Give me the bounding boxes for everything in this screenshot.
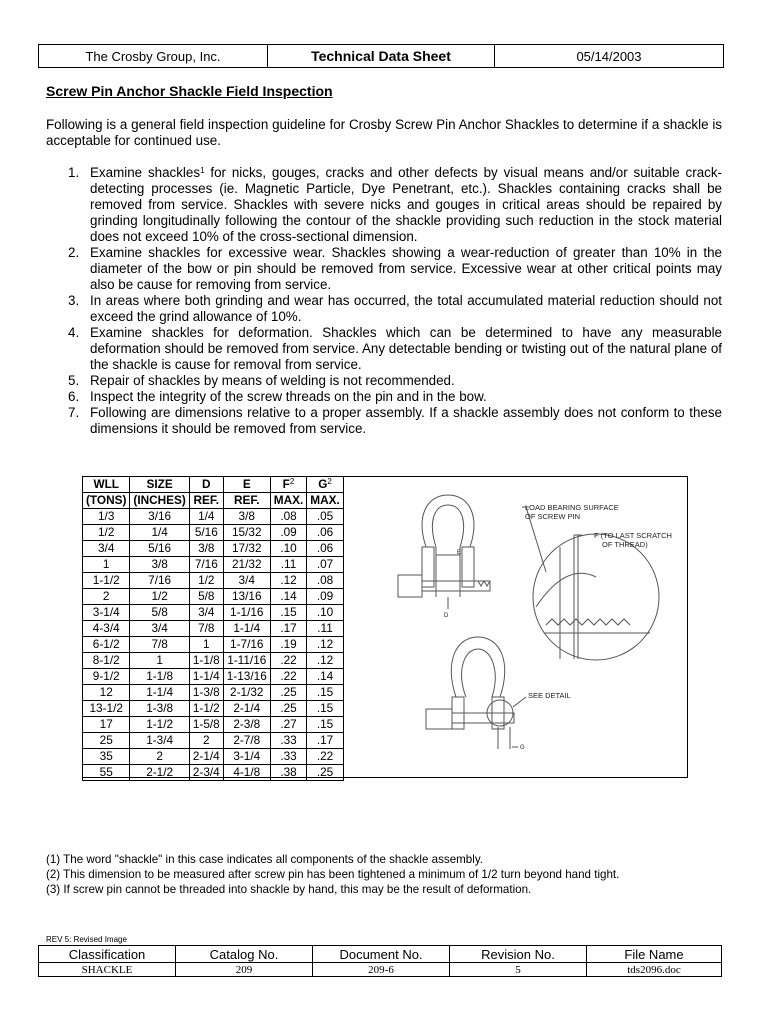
- table-cell: 1-11/16: [223, 653, 270, 669]
- table-row: [83, 525, 344, 541]
- table-row: [83, 749, 344, 765]
- footnote: (3) If screw pin cannot be threaded into shackle by hand, this may be the result of deformation.: [46, 883, 532, 896]
- table-cell: 17: [83, 717, 130, 733]
- table-cell: 1-13/16: [223, 669, 270, 685]
- table-cell: .33: [270, 733, 307, 749]
- table-cell: 1/2: [83, 525, 130, 541]
- table-cell: 35: [83, 749, 130, 765]
- intro-paragraph: Following is a general field inspection guideline for Crosby Screw Pin Anchor Shackles to determine if a shackle is acceptable for continued use.: [46, 117, 722, 148]
- dimension-table: WLL SIZE D E $F^2$ $G^2$ (TONS) (INCHES) REF. REF. MAX. MAX. 1/3 3/16 1/4 3/8 .08 .05 1/2 1/4 5/16 15/32 .09 .06 3/4 5/16 3/8 17/32 .10 .06 1 3/8 7/16 21/32 .11 .07 1-1/2 7/16 1/2 3/4 .12 .08 2 1/2 5/8 13/16 .14 .09 3-1/4 5/8 3/4 1-1/16 .15 .10 4-3/4 3/4 7/8 1-1/4 .17 .11 6-1/2 7/8 1 1-7/16 .19 .12 8-1/2 1 1-1/8 1-11/16 .22 .12 9-1/2 1-1/8 1-1/4 1-13/16 .22 .14 12 1-1/4 1-3/8 2-1/32 .25 .15 13-1/2 1-3/8 1-1/2 2-1/4 .25 .15 17 1-1/2 1-5/8 2-3/8 .27 .15 25 1-3/4 2 2-7/8 .33 .17 35 2 2-1/4 3-1/4 .33 .22 55 2-1/2 2-3/4 4-1/8 .38 .25: [82, 476, 344, 781]
- table-cell: 2-1/2: [130, 765, 189, 781]
- table-cell: 2-1/32: [223, 685, 270, 701]
- table-cell: .19: [270, 637, 307, 653]
- table-cell: 4-3/4: [83, 621, 130, 637]
- footnotes: [46, 852, 619, 897]
- table-cell: 5/8: [130, 605, 189, 621]
- table-cell: .38: [270, 765, 307, 781]
- table-cell: 7/8: [189, 621, 223, 637]
- table-cell: 13-1/2: [83, 701, 130, 717]
- table-cell: 3/4: [130, 621, 189, 637]
- table-row: [83, 765, 344, 781]
- table-cell: 3/8: [189, 541, 223, 557]
- document-type: Technical Data Sheet: [268, 45, 495, 67]
- table-cell: 4-1/8: [223, 765, 270, 781]
- table-row: [83, 509, 344, 525]
- step-item: 4. Examine shackles for deformation. Shackles which can be determined to have any measurable deformation should be removed from service. Any detectable bending or twisting out of the natural plane of the shackle is cause for removal from service.: [68, 325, 722, 372]
- table-cell: 9-1/2: [83, 669, 130, 685]
- table-cell: 1-1/16: [223, 605, 270, 621]
- table-cell: 5/16: [189, 525, 223, 541]
- table-cell: 5/8: [189, 589, 223, 605]
- step-item: 3. In areas where both grinding and wear has occurred, the total accumulated material reduction should not exceed the grind allowance of 10%.: [68, 293, 722, 324]
- table-cell: 2-3/8: [223, 717, 270, 733]
- step-item: 1. Examine shackles$^1$ for nicks, gouges, cracks and other defects by visual means and/or suitable crack-detecting processes (ie. Magnetic Particle, Dye Penetrant, etc.). Shackles containing cracks shall be removed from service. Shackles with severe nicks and gouges in critical areas should be repaired by grinding longitudinally following the contour of the shackle providing such reduction in the stock material does not exceed 10% of the cross-sectional dimension.: [68, 165, 722, 244]
- table-cell: .11: [307, 621, 344, 637]
- step-item: 6. Inspect the integrity of the screw threads on the pin and in the bow.: [68, 389, 487, 404]
- table-cell: 7/16: [130, 573, 189, 589]
- document-footer: Classification Catalog No. Document No. Revision No. File Name SHACKLE 209 209-6 5 tds2096.doc: [38, 945, 722, 977]
- footnote: (2) This dimension to be measured after screw pin has been tightened a minimum of 1/2 turn beyond hand tight.: [46, 868, 620, 881]
- table-row: [83, 701, 344, 717]
- table-row: [83, 573, 344, 589]
- document-header: [38, 44, 724, 68]
- table-cell: 1/4: [130, 525, 189, 541]
- table-cell: 2-7/8: [223, 733, 270, 749]
- table-cell: 3/4: [223, 573, 270, 589]
- table-cell: 1-1/2: [83, 573, 130, 589]
- table-cell: .06: [307, 525, 344, 541]
- f-dimension-label: F (TO LAST SCRATCH OF THREAD): [594, 531, 672, 549]
- table-row: [83, 637, 344, 653]
- table-cell: 2: [189, 733, 223, 749]
- table-cell: 1: [83, 557, 130, 573]
- table-cell: 1-1/2: [130, 717, 189, 733]
- table-row: [83, 733, 344, 749]
- table-row: [83, 605, 344, 621]
- table-cell: .12: [307, 637, 344, 653]
- table-cell: 2: [83, 589, 130, 605]
- footnote-ref: 1: [200, 166, 205, 175]
- table-cell: .15: [307, 685, 344, 701]
- table-cell: 3-1/4: [83, 605, 130, 621]
- load-bearing-label: LOAD BEARING SURFACE OF SCREW PIN: [525, 503, 619, 521]
- table-cell: 17/32: [223, 541, 270, 557]
- table-cell: .22: [307, 749, 344, 765]
- table-cell: 1/3: [83, 509, 130, 525]
- table-cell: .17: [307, 733, 344, 749]
- table-cell: 3/4: [83, 541, 130, 557]
- table-row: [83, 557, 344, 573]
- table-cell: .17: [270, 621, 307, 637]
- table-cell: 7/16: [189, 557, 223, 573]
- label-e: E: [457, 550, 462, 556]
- table-cell: 5/16: [130, 541, 189, 557]
- table-cell: .08: [270, 509, 307, 525]
- table-cell: 3/16: [130, 509, 189, 525]
- table-row: [83, 589, 344, 605]
- table-cell: 1/4: [189, 509, 223, 525]
- table-cell: .14: [270, 589, 307, 605]
- table-cell: 1/2: [189, 573, 223, 589]
- table-cell: .15: [270, 605, 307, 621]
- table-cell: .22: [270, 653, 307, 669]
- table-cell: .25: [270, 685, 307, 701]
- table-cell: .22: [270, 669, 307, 685]
- table-cell: 1-1/4: [223, 621, 270, 637]
- table-cell: .06: [307, 541, 344, 557]
- table-cell: .25: [307, 765, 344, 781]
- table-cell: 2-3/4: [189, 765, 223, 781]
- table-cell: 1: [130, 653, 189, 669]
- table-cell: 1-3/8: [189, 685, 223, 701]
- table-cell: 8-1/2: [83, 653, 130, 669]
- table-cell: 12: [83, 685, 130, 701]
- label-d: D: [444, 613, 449, 619]
- table-cell: 1-1/4: [130, 685, 189, 701]
- table-cell: 1-7/16: [223, 637, 270, 653]
- table-cell: .10: [270, 541, 307, 557]
- table-cell: .15: [307, 701, 344, 717]
- table-cell: .12: [307, 653, 344, 669]
- table-row: [83, 685, 344, 701]
- table-cell: 15/32: [223, 525, 270, 541]
- step-item: 7. Following are dimensions relative to a proper assembly. If a shackle assembly does not conform to these dimensions it should be removed from service.: [68, 405, 722, 436]
- table-cell: .15: [307, 717, 344, 733]
- table-row: [83, 717, 344, 733]
- table-cell: 1-5/8: [189, 717, 223, 733]
- revision-note: REV 5: Revised Image: [46, 935, 127, 944]
- table-row: [83, 621, 344, 637]
- table-cell: 21/32: [223, 557, 270, 573]
- table-cell: 1-3/8: [130, 701, 189, 717]
- table-row: [83, 653, 344, 669]
- table-cell: 25: [83, 733, 130, 749]
- table-cell: 13/16: [223, 589, 270, 605]
- table-cell: .25: [270, 701, 307, 717]
- shackle-drawing: [386, 477, 685, 775]
- table-cell: .14: [307, 669, 344, 685]
- table-cell: 3/4: [189, 605, 223, 621]
- step-item: 2. Examine shackles for excessive wear. Shackles showing a wear-reduction of greater than 10% in the diameter of the bow or pin should be removed from service. Excessive wear at other critical points may also be cause for removing from service.: [68, 245, 722, 292]
- table-cell: .27: [270, 717, 307, 733]
- table-cell: 1-1/4: [189, 669, 223, 685]
- table-cell: 1-1/8: [189, 653, 223, 669]
- label-g: G: [520, 745, 525, 751]
- table-cell: 1-1/8: [130, 669, 189, 685]
- document-date: 05/14/2003: [576, 48, 642, 64]
- table-cell: 6-1/2: [83, 637, 130, 653]
- table-cell: .10: [307, 605, 344, 621]
- table-cell: 2: [130, 749, 189, 765]
- table-cell: .12: [270, 573, 307, 589]
- table-cell: 3/8: [130, 557, 189, 573]
- table-cell: .11: [270, 557, 307, 573]
- table-cell: .09: [307, 589, 344, 605]
- table-cell: 3/8: [223, 509, 270, 525]
- table-cell: .07: [307, 557, 344, 573]
- table-cell: 1-1/2: [189, 701, 223, 717]
- table-cell: .08: [307, 573, 344, 589]
- table-cell: 2-1/4: [223, 701, 270, 717]
- inspection-steps: [46, 165, 722, 437]
- table-cell: 7/8: [130, 637, 189, 653]
- see-detail-label: SEE DETAIL: [528, 691, 571, 700]
- page-title: Screw Pin Anchor Shackle Field Inspection: [46, 83, 333, 99]
- step-item: 5. Repair of shackles by means of welding is not recommended.: [68, 373, 455, 388]
- table-cell: 3-1/4: [223, 749, 270, 765]
- company-name: The Crosby Group, Inc.: [39, 45, 268, 67]
- table-cell: 1-3/4: [130, 733, 189, 749]
- footnote: (1) The word "shackle" in this case indicates all components of the shackle assembly.: [46, 853, 483, 866]
- shackle-diagram: [386, 477, 685, 775]
- table-cell: 55: [83, 765, 130, 781]
- table-cell: .09: [270, 525, 307, 541]
- table-row: [83, 669, 344, 685]
- table-row: [83, 541, 344, 557]
- table-cell: .05: [307, 509, 344, 525]
- table-cell: .33: [270, 749, 307, 765]
- table-cell: 1: [189, 637, 223, 653]
- table-cell: 1/2: [130, 589, 189, 605]
- table-cell: 2-1/4: [189, 749, 223, 765]
